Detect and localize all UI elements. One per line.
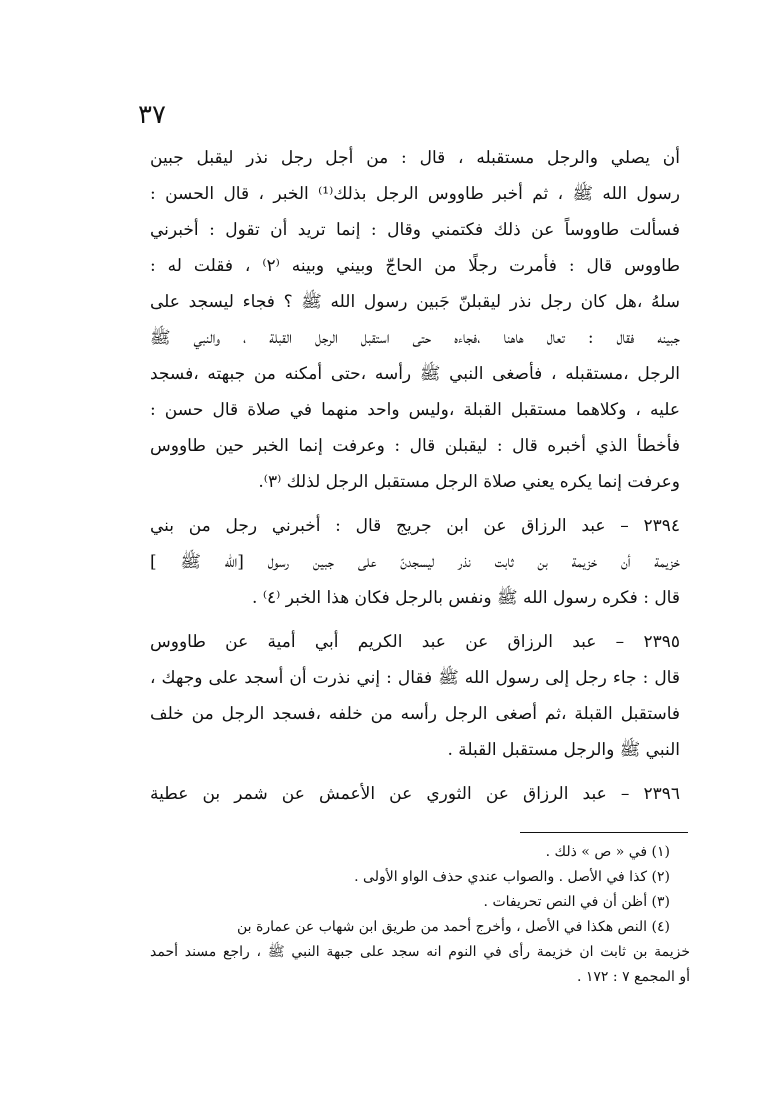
- text-line: فسألت طاووساً عن ذلك فكتمني وقال : إنما تريد أن تقول : أخبرني: [150, 220, 680, 240]
- footnote-4: (٤) النص هكذا في الأصل ، وأخرج أحمد من طريق ابن شهاب عن عمارة بن: [237, 919, 670, 935]
- text-line: أن يصلي والرجل مستقبله ، قال : من أجل رجل نذر ليقبل جبين: [150, 148, 680, 168]
- hadith-2396: [150, 776, 680, 812]
- footnote-4-continued: أو المجمع ٧ : ١٧٢ .: [576, 969, 690, 985]
- text-line: فأخطأ الذي أخبره قال : ليقبلن قال : وعرفت إنما الخبر حين طاووس: [150, 436, 680, 456]
- text-line: قال : جاء رجل إلى رسول الله ﷺ فقال : إني نذرت أن أسجد على وجهك ،: [150, 668, 680, 688]
- footnote-2: (٢) كذا في الأصل . والصواب عندي حذف الواو الأولى .: [354, 869, 670, 885]
- hadith-2395: [150, 624, 680, 768]
- text-line: وعرفت إنما يكره يعني صلاة الرجل مستقبل الرجل لذلك ⁽٣⁾.: [258, 472, 680, 492]
- body-text: [150, 140, 680, 812]
- text-line: ٢٣٩٤ – عبد الرزاق عن ابن جريج قال : أخبرني رجل من بني: [150, 516, 680, 536]
- footnotes: [150, 840, 690, 990]
- footnote-1: (١) في « ص » ذلك .: [545, 844, 670, 860]
- footnote-3: (٣) أظن أن في النص تحريفات .: [483, 894, 670, 910]
- text-line: ٢٣٩٦ – عبد الرزاق عن الثوري عن الأعمش عن شمر بن عطية: [150, 784, 680, 804]
- footnote-divider: [520, 832, 688, 833]
- text-line: رسول الله ﷺ ، ثم أخبر طاووس الرجل بذلك⁽¹⁾ الخبر ، قال الحسن :: [150, 184, 680, 204]
- hadith-2394: [150, 508, 680, 616]
- text-line: ٢٣٩٥ – عبد الرزاق عن عبد الكريم أبي أمية عن طاووس: [150, 632, 680, 652]
- text-line: الرجل ،مستقبله ، فأصغى النبي ﷺ رأسه ،حتى أمكنه من جبهته ،فسجد: [150, 364, 680, 384]
- text-line: عليه ، وكلاهما مستقبل القبلة ،وليس واحد منهما في صلاة قال حسن :: [150, 400, 680, 420]
- text-line: جبينه فقال : تعال هاهنا ،فجاءه حتى استقبل الرجل القبلة ، والنبي ﷺ: [150, 328, 680, 348]
- text-line: النبي ﷺ والرجل مستقبل القبلة .: [447, 740, 680, 760]
- text-line: قال : فكره رسول الله ﷺ ونفس بالرجل فكان هذا الخبر ⁽٤⁾ .: [252, 588, 680, 608]
- paragraph-continuation: [150, 140, 680, 500]
- text-line: طاووس قال : فأمرت رجلًا من الحاجّ وبيني وبينه ⁽٢⁾ ، فقلت له :: [150, 256, 680, 276]
- text-line: فاستقبل القبلة ،ثم أصغى الرجل رأسه من خلفه ،فسجد الرجل من خلف: [150, 704, 680, 724]
- footnote-4-continued: خزيمة بن ثابت ان خزيمة رأى في النوم انه سجد على جبهة النبي ﷺ ، راجع مسند أحمد: [150, 944, 690, 960]
- text-line: سلهُ ،هل كان رجل نذر ليقبلنّ جَبين رسول الله ﷺ ؟ فجاء ليسجد على: [150, 292, 680, 312]
- text-line: خزيمة أن خزيمة بن ثابت نذر ليسجدنّ على جبين رسول [الله ﷺ ]: [150, 552, 680, 572]
- page-number: ٣٧: [138, 100, 166, 130]
